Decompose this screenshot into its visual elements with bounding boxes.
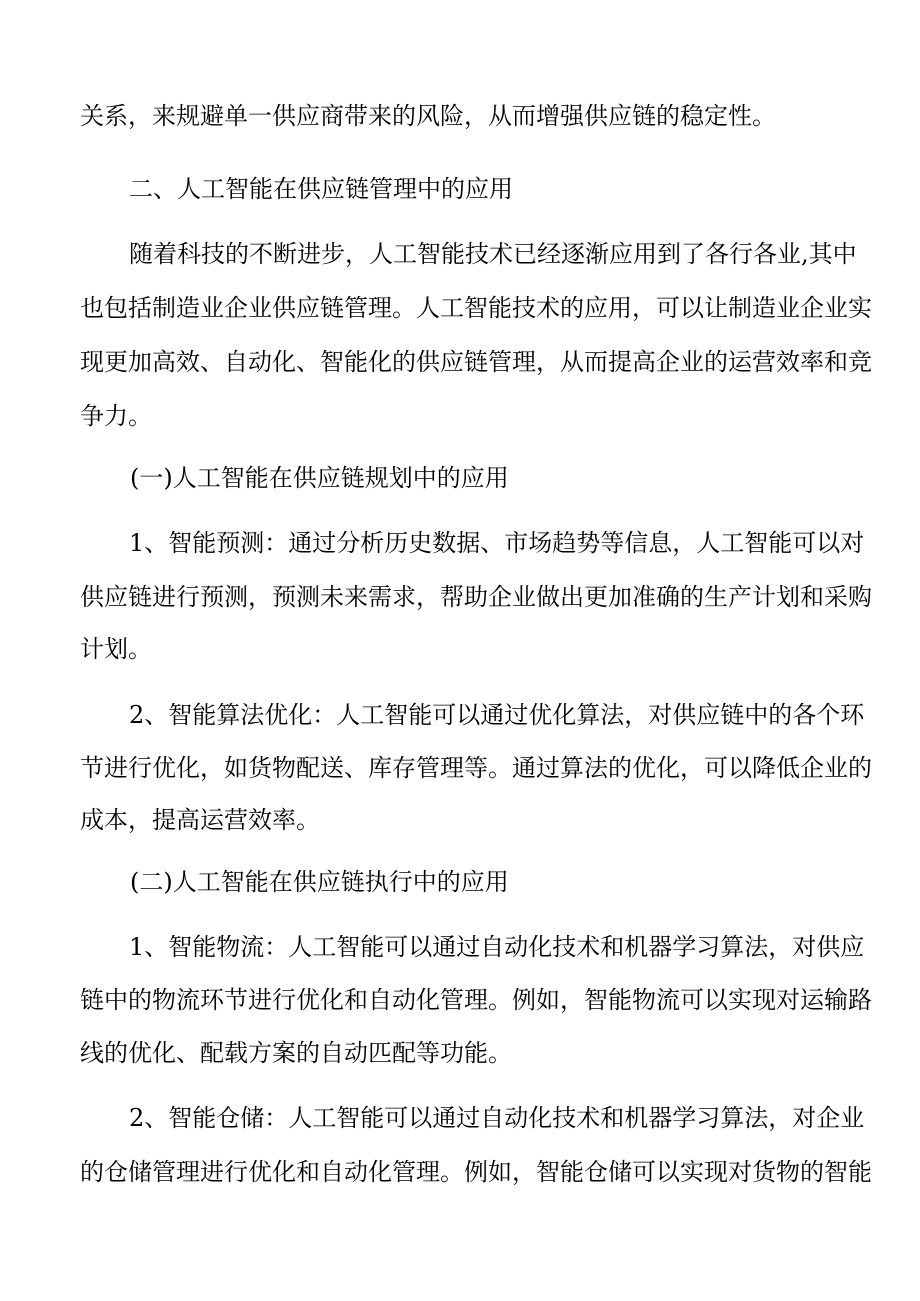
paragraph-line: 现更加高效、自动化、智能化的供应链管理，从而提高企业的运营效率和竞 xyxy=(80,348,872,376)
paragraph-line: 计划。 xyxy=(80,635,152,663)
paragraph-line: 2、智能算法优化：人工智能可以通过优化算法，对供应链中的各个环 xyxy=(129,701,865,729)
subsection-heading: (二)人工智能在供应链执行中的应用 xyxy=(130,868,509,896)
paragraph-line: 的仓储管理进行优化和自动化管理。例如，智能仓储可以实现对货物的智能 xyxy=(80,1158,872,1186)
paragraph-line: 节进行优化，如货物配送、库存管理等。通过算法的优化，可以降低企业的 xyxy=(80,754,872,782)
paragraph-line: 争力。 xyxy=(80,402,152,430)
paragraph-line: 成本，提高运营效率。 xyxy=(80,806,320,834)
paragraph-line: 随着科技的不断进步，人工智能技术已经逐渐应用到了各行各业,其中 xyxy=(129,240,857,268)
paragraph-line: 1、智能物流：人工智能可以通过自动化技术和机器学习算法，对供应 xyxy=(129,933,865,961)
paragraph-line: 关系，来规避单一供应商带来的风险，从而增强供应链的稳定性。 xyxy=(80,102,776,130)
section-heading: 二、人工智能在供应链管理中的应用 xyxy=(129,175,513,203)
paragraph-line: 线的优化、配载方案的自动匹配等功能。 xyxy=(80,1039,512,1067)
subsection-heading: (一)人工智能在供应链规划中的应用 xyxy=(130,464,509,492)
paragraph-line: 2、智能仓储：人工智能可以通过自动化技术和机器学习算法，对企业 xyxy=(129,1104,865,1132)
paragraph-line: 链中的物流环节进行优化和自动化管理。例如，智能物流可以实现对运输路 xyxy=(80,986,872,1014)
paragraph-line: 1、智能预测：通过分析历史数据、市场趋势等信息，人工智能可以对 xyxy=(129,529,865,557)
paragraph-line: 供应链进行预测，预测未来需求，帮助企业做出更加准确的生产计划和采购 xyxy=(80,583,872,611)
paragraph-line: 也包括制造业企业供应链管理。人工智能技术的应用，可以让制造业企业实 xyxy=(80,294,872,322)
